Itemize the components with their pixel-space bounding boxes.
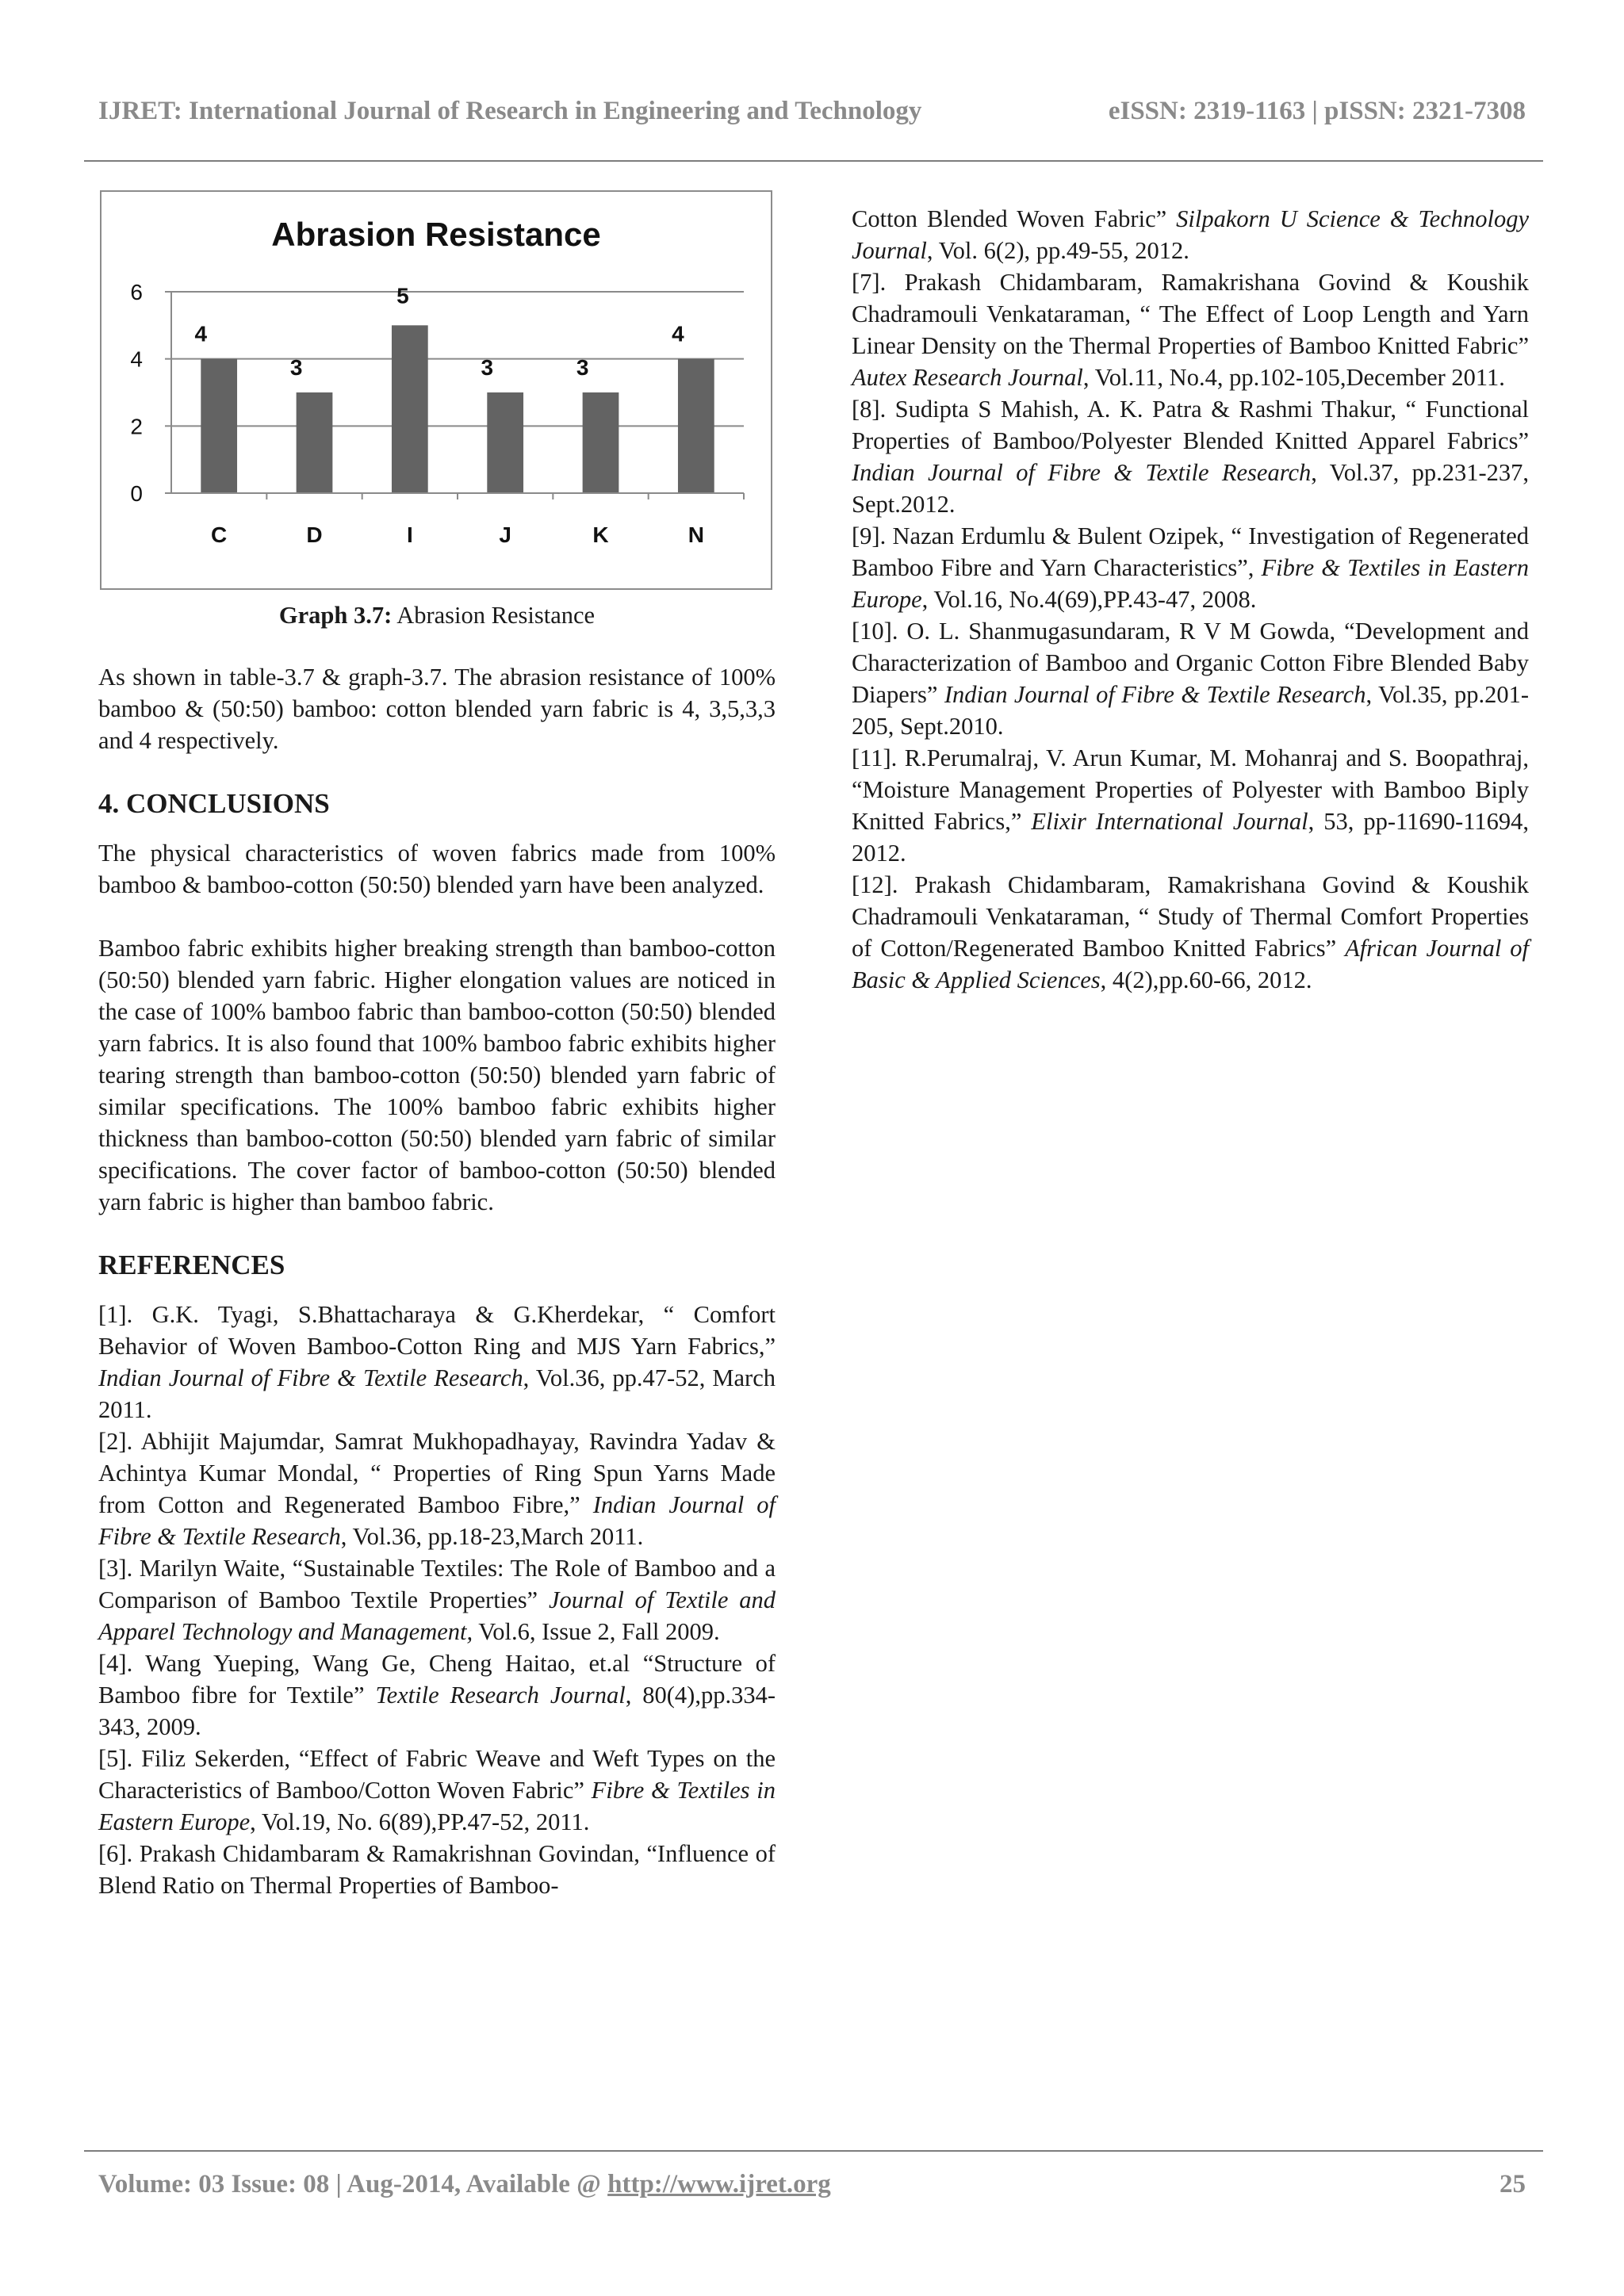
reference-2: [2]. Abhijit Majumdar, Samrat Mukhopadhayay, Ravindra Yadav & Achintya Kumar Mondal, “ Properties of Ring Spun Yarns Made from Cotton and Regenerated Bamboo Fibre,” Indian Journal of Fibre & Textile Research, Vol.36, pp.18-23,March 2011. <box>98 1428 776 1550</box>
reference-9: [9]. Nazan Erdumlu & Bulent Ozipek, “ Investigation of Regenerated Bamboo Fibre and Yarn Characteristics”, Fibre & Textiles in Eastern Europe, Vol.16, No.4(69),PP.43-47, 2008. <box>852 522 1529 613</box>
data-label: 4 <box>672 321 684 346</box>
y-tick-label: 0 <box>130 481 143 506</box>
reference-7: [7]. Prakash Chidambaram, Ramakrishana Govind & Koushik Chadramouli Venkataraman, “ The Effect of Loop Length and Yarn Linear Density on the Thermal Properties of Bamboo Knitted Fabric” Autex Research Journal, Vol.11, No.4, pp.102-105,December 2011. <box>852 269 1529 391</box>
journal-link[interactable]: http://www.ijret.org <box>607 2170 831 2198</box>
caption-text: Abrasion Resistance <box>392 602 596 629</box>
results-paragraph: As shown in table-3.7 & graph-3.7. The abrasion resistance of 100% bamboo & (50:50) bamboo: cotton blended yarn fabric is 4, 3,5,3,3 and 4 respectively. <box>98 664 776 754</box>
footer-rule <box>84 2150 1543 2152</box>
data-label: 3 <box>576 355 589 380</box>
running-header <box>98 97 1526 126</box>
bar-D <box>297 392 333 493</box>
graph-caption <box>98 599 776 631</box>
data-label: 3 <box>481 355 494 380</box>
conclusions-heading: 4. CONCLUSIONS <box>98 788 330 819</box>
x-tick-label: J <box>499 522 511 547</box>
y-tick-label: 2 <box>130 414 143 439</box>
journal-name: IJRET: International Journal of Research in Engineering and Technology <box>98 97 922 125</box>
bar-C <box>201 359 237 493</box>
data-label: 4 <box>194 321 208 346</box>
x-tick-label: D <box>306 522 323 547</box>
bar-N <box>678 359 714 493</box>
chart-title: Abrasion Resistance <box>271 216 601 253</box>
conclusions-paragraph-1: The physical characteristics of woven fabrics made from 100% bamboo & bamboo-cotton (50:50) blended yarn have been analyzed. <box>98 840 776 898</box>
issn: eISSN: 2319-1163 | pISSN: 2321-7308 <box>1108 97 1526 125</box>
abrasion-chart <box>100 190 772 590</box>
y-tick-label: 6 <box>130 280 143 304</box>
right-column <box>852 203 1529 996</box>
references-heading: REFERENCES <box>98 1249 285 1280</box>
page-number: 25 <box>1500 2170 1526 2198</box>
x-tick-label: K <box>592 522 609 547</box>
x-tick-label: I <box>406 522 413 547</box>
conclusions-paragraph-2: Bamboo fabric exhibits higher breaking strength than bamboo-cotton (50:50) blended yarn fabric. Higher elongation values are noticed in the case of 100% bamboo fabric than bamboo-cotton (50:50) blended yarn fabrics. It is also found that 100% bamboo fabric exhibits higher tearing strength than bamboo-cotton (50:50) blended yarn fabric of similar specifications. The 100% bamboo fabric exhibits higher thickness than bamboo-cotton (50:50) blended yarn fabric of similar specifications. The cover factor of bamboo-cotton (50:50) blended yarn fabric is higher than bamboo fabric. <box>98 935 776 1215</box>
caption-label: Graph 3.7: <box>278 602 393 629</box>
data-label: 5 <box>396 283 409 308</box>
reference-3: [3]. Marilyn Waite, “Sustainable Textiles: The Role of Bamboo and a Comparison of Bamboo Textile Properties” Journal of Textile and Apparel Technology and Management, Vol.6, Issue 2, Fall 2009. <box>98 1555 776 1645</box>
chart-canvas <box>102 192 771 588</box>
reference-6-end: Cotton Blended Woven Fabric” Silpakorn U Science & Technology Journal, Vol. 6(2), pp.49-55, 2012. <box>852 205 1529 264</box>
reference-5: [5]. Filiz Sekerden, “Effect of Fabric Weave and Weft Types on the Characteristics of Bamboo/Cotton Woven Fabric” Fibre & Textiles in Eastern Europe, Vol.19, No. 6(89),PP.47-52, 2011. <box>98 1745 776 1835</box>
header-rule <box>84 160 1543 162</box>
y-tick-label: 4 <box>130 346 143 372</box>
reference-8: [8]. Sudipta S Mahish, A. K. Patra & Rashmi Thakur, “ Functional Properties of Bamboo/Polyester Blended Knitted Apparel Fabrics” Indian Journal of Fibre & Textile Research, Vol.37, pp.231-237, Sept.2012. <box>852 396 1529 518</box>
reference-1: [1]. G.K. Tyagi, S.Bhattacharaya & G.Kherdekar, “ Comfort Behavior of Woven Bamboo-Cotton Ring and MJS Yarn Fabrics,” Indian Journal of Fibre & Textile Research, Vol.36, pp.47-52, March 2011. <box>98 1301 776 1423</box>
bar-J <box>487 392 523 493</box>
data-label: 3 <box>289 355 303 380</box>
bar-K <box>583 392 619 493</box>
reference-10: [10]. O. L. Shanmugasundaram, R V M Gowda, “Development and Characterization of Bamboo and Organic Cotton Fibre Blended Baby Diapers” Indian Journal of Fibre & Textile Research, Vol.35, pp.201-205, Sept.2010. <box>852 618 1529 740</box>
footer-volume: Volume: 03 Issue: 08 | Aug-2014, Available @ http://www.ijret.org <box>98 2170 831 2198</box>
reference-12: [12]. Prakash Chidambaram, Ramakrishana Govind & Koushik Chadramouli Venkataraman, “ Study of Thermal Comfort Properties of Cotton/Regenerated Bamboo Knitted Fabrics” African Journal of Basic & Applied Sciences, 4(2),pp.60-66, 2012. <box>852 871 1529 993</box>
x-tick-label: C <box>211 522 228 547</box>
left-column <box>98 190 776 1901</box>
reference-4: [4]. Wang Yueping, Wang Ge, Cheng Haitao, et.al “Structure of Bamboo fibre for Textile” Textile Research Journal, 80(4),pp.334-343, 2009. <box>98 1650 776 1740</box>
reference-11: [11]. R.Perumalraj, V. Arun Kumar, M. Mohanraj and S. Boopathraj, “Moisture Management Properties of Polyester with Bamboo Biply Knitted Fabrics,” Elixir International Journal, 53, pp-11690-11694, 2012. <box>852 744 1529 867</box>
reference-6-start: [6]. Prakash Chidambaram & Ramakrishnan Govindan, “Influence of Blend Ratio on Thermal Properties of Bamboo- <box>98 1840 776 1899</box>
x-tick-label: N <box>688 522 704 547</box>
bar-I <box>392 325 428 493</box>
running-footer <box>98 2170 1526 2199</box>
